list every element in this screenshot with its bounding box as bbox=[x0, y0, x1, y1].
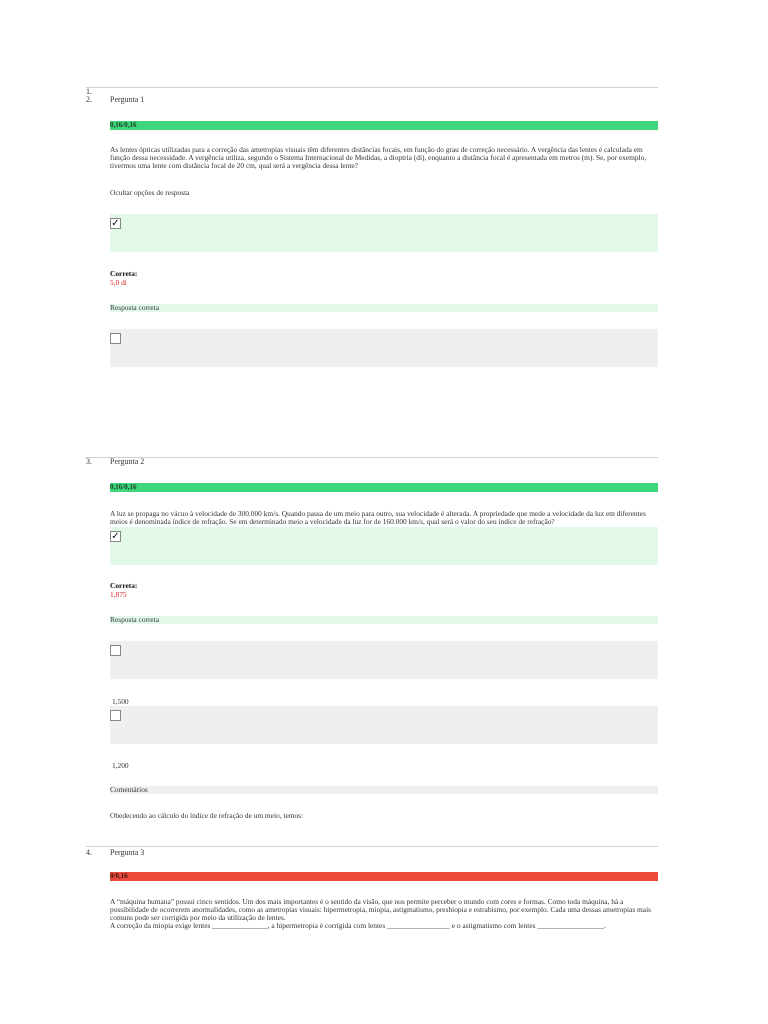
divider bbox=[86, 87, 658, 88]
checked-checkbox-icon[interactable]: ✓ bbox=[111, 218, 120, 229]
answer-option-selected[interactable] bbox=[110, 214, 658, 252]
correct-answer-label: Resposta correta bbox=[110, 616, 658, 624]
question-text: A luz se propaga no vácuo à velocidade de 300.000 km/s. Quando passa de um meio para outro, sua velocidade é alterada. A propriedade que mede a velocidade da luz em diferentes meios é denominada índice de refração. Se em determinado meio a velocidade da luz for de 160.000 km/s, qual será o valor do seu índice de refração? bbox=[110, 509, 646, 526]
question-text: As lentes ópticas utilizadas para a correção das ametropias visuais têm diferentes distâncias focais, em função do grau de correção necessário. A vergência das lentes é calculada em função dessa necessidade. A vergência utiliza, segundo o Sistema Internacional de Medidas, a dioptria (di), enquanto a distância focal é apresentada em metros (m). Se, por exemplo, tivermos uma lente com distância focal de 20 cm, qual será a vergência dessa lente? bbox=[110, 145, 647, 170]
checkbox-icon[interactable] bbox=[110, 710, 121, 721]
checkbox-icon[interactable] bbox=[110, 645, 121, 656]
hide-options-link[interactable]: Ocultar opções de resposta bbox=[110, 188, 190, 197]
list-number: 1. bbox=[86, 87, 92, 96]
score-bar: 0/0,16 bbox=[110, 872, 658, 881]
checkbox-icon[interactable] bbox=[110, 333, 121, 344]
answer-option[interactable] bbox=[110, 706, 658, 744]
comments-text: Obedecendo ao cálculo do índice de refração de um meio, temos: bbox=[110, 811, 304, 820]
correct-label: Correta: bbox=[110, 269, 138, 278]
list-number: 4. bbox=[86, 848, 92, 857]
divider bbox=[86, 846, 658, 847]
divider bbox=[86, 457, 658, 458]
question-text-fill-blanks: A correção da miopia exige lentes _______________, a hipermetropia é corrigida com lentes _________________ e o astigmatismo com lentes __________________. bbox=[110, 921, 606, 930]
correct-answer-label: Resposta correta bbox=[110, 304, 658, 312]
score-bar: 0,16/0,16 bbox=[110, 121, 658, 130]
answer-option[interactable] bbox=[110, 329, 658, 367]
question-title: Pergunta 1 bbox=[110, 95, 145, 104]
correct-value: 5,0 di bbox=[110, 278, 127, 287]
option-a-value: 1,500 bbox=[112, 697, 129, 706]
correct-label: Correta: bbox=[110, 581, 138, 590]
correct-value: 1,875 bbox=[110, 590, 127, 599]
list-number: 2. bbox=[86, 95, 92, 104]
checked-checkbox-icon[interactable]: ✓ bbox=[111, 531, 120, 542]
question-title: Pergunta 2 bbox=[110, 457, 145, 466]
list-number: 3. bbox=[86, 457, 92, 466]
option-b-value: 1,200 bbox=[112, 761, 129, 770]
answer-option[interactable] bbox=[110, 641, 658, 679]
comments-label: Comentários bbox=[110, 786, 658, 794]
answer-option-selected[interactable] bbox=[110, 527, 658, 565]
score-bar: 0,16/0,16 bbox=[110, 483, 658, 492]
question-text: A “máquina humana” possui cinco sentidos. Um dos mais importantes é o sentido da visão, que nos permite perceber o mundo com cores e formas. Como toda máquina, há a possibilidade de ocorrerem anormalidades, como as ametropias visuais: hipermetropia, miopia, astigmatismo, presbiopia e estrabismo, por exemplo. Cada uma dessas ametropias mais comuns pode ser corrigida por meio da utilização de lentes. bbox=[110, 897, 652, 922]
question-title: Pergunta 3 bbox=[110, 848, 145, 857]
